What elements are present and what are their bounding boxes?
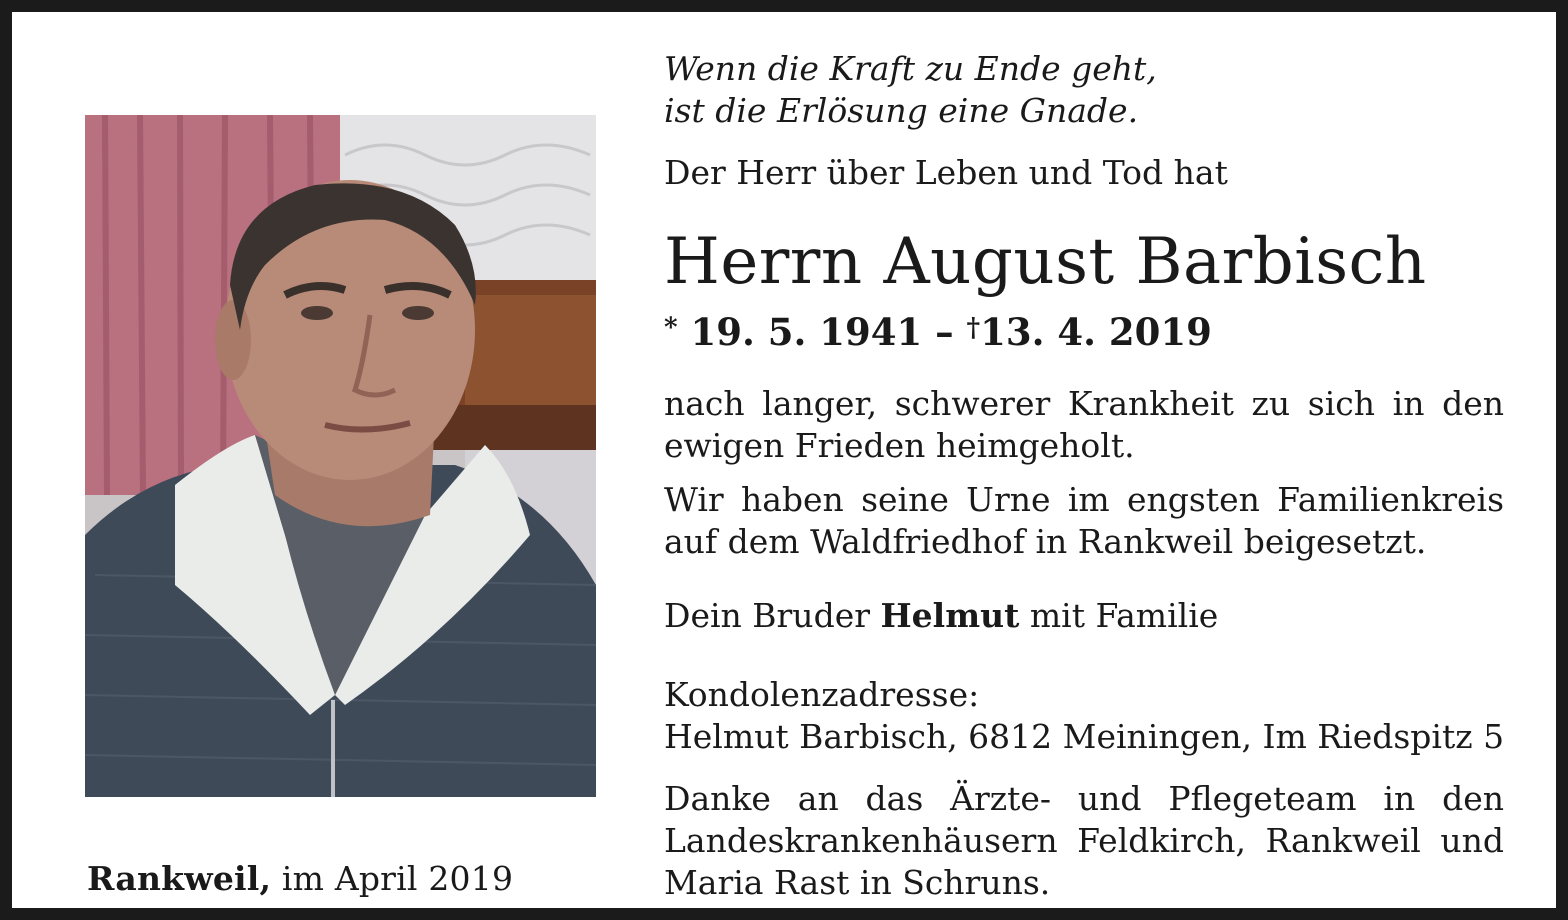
deceased-name: Herrn August Barbisch xyxy=(664,225,1427,299)
body-paragraph-2: Wir haben seine Urne im engsten Familienkreis auf dem Waldfriedhof in Rankweil beigesetzt. xyxy=(664,480,1504,561)
thanks-line-3: Maria Rast in Schruns. xyxy=(664,863,1051,902)
body-paragraph-1: nach langer, schwerer Krankheit zu sich in den ewigen Frieden heimgeholt. xyxy=(664,384,1504,465)
life-dates xyxy=(664,308,1504,356)
condolence-address xyxy=(664,674,1504,758)
condolence-address-line: Helmut Barbisch, 6812 Meiningen, Im Riedspitz 5 xyxy=(664,717,1505,756)
thanks-note xyxy=(664,778,1504,904)
portrait-photo xyxy=(85,115,596,797)
date-separator: – xyxy=(935,310,954,354)
quote-line-1: Wenn die Kraft zu Ende geht, xyxy=(664,49,1157,88)
thanks-line-2: Landeskrankenhäusern Feldkirch, Rankweil und xyxy=(664,821,1504,860)
death-date: 13. 4. 2019 xyxy=(980,310,1212,354)
caption-place: Rankweil, xyxy=(87,859,272,898)
memorial-quote xyxy=(664,48,1504,132)
thanks-line-1: Danke an das Ärzte- und Pflegeteam in den xyxy=(664,779,1504,818)
quote-line-2: ist die Erlösung eine Gnade. xyxy=(664,91,1139,130)
condolence-label: Kondolenzadresse: xyxy=(664,675,980,714)
caption-date: im April 2019 xyxy=(281,859,514,898)
place-date-caption xyxy=(87,859,513,898)
birth-date: 19. 5. 1941 xyxy=(690,310,923,354)
signature-suffix: mit Familie xyxy=(1029,596,1219,635)
death-symbol: † xyxy=(966,313,981,343)
signature-name: Helmut xyxy=(880,596,1020,635)
family-signature xyxy=(664,595,1504,637)
signature-prefix: Dein Bruder xyxy=(664,596,870,635)
birth-symbol: * xyxy=(664,313,678,343)
intro-line: Der Herr über Leben und Tod hat xyxy=(664,153,1228,192)
